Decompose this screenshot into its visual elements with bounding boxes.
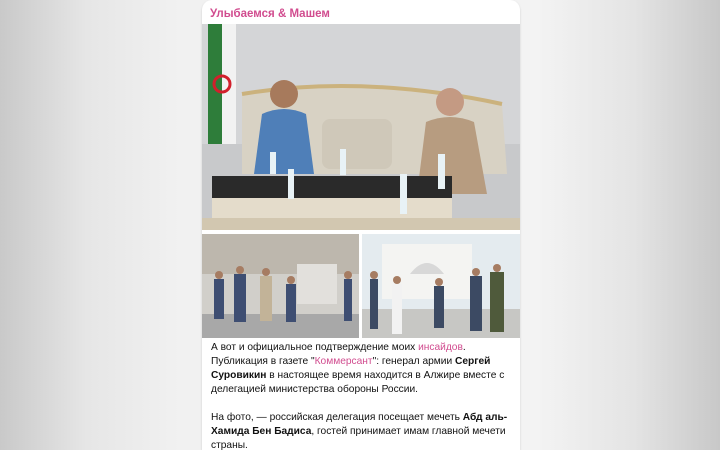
bold-name: Абд аль-Хамида Бен Бадиса [211,412,508,437]
photo-meeting[interactable] [202,24,520,230]
mosque-visit-photo-icon [362,234,520,338]
delegation-walk-photo-icon [202,234,359,338]
text-span: А вот и официальное подтверждение моих [211,342,419,353]
text-span: . Публикация в газете " [211,342,466,367]
bold-name: Сергей Суровикин [211,356,491,381]
link-kommersant[interactable]: Коммерсант [314,356,373,367]
meeting-photo-icon [202,24,520,230]
photo-delegation[interactable] [202,234,359,338]
text-span: в настоящее время находится в Алжире вместе с делегацией министерства обороны России. [211,370,505,395]
post-paragraph-2 [211,411,513,450]
channel-name[interactable]: Улыбаемся & Машем [210,8,330,20]
text-span: ": генерал армии [372,356,455,367]
photo-mosque[interactable] [362,234,520,338]
message-card [202,0,520,450]
text-span: , гостей принимает имам главной мечети страны. [211,426,506,450]
post-text [211,341,513,450]
post-paragraph-1 [211,341,513,397]
text-span: На фото, — российская делегация посещает мечеть [211,412,463,423]
link-insiders[interactable]: инсайдов [418,342,463,353]
